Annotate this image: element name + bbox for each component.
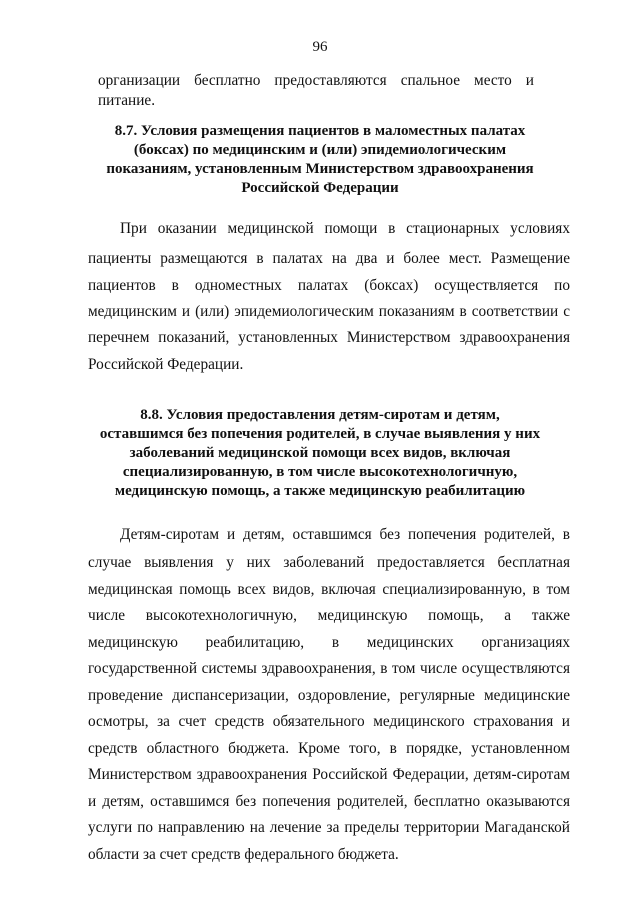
section-8-8-paragraph-line-1: Детям-сиротам и детям, оставшимся без попечения родителей, в <box>120 526 570 543</box>
section-8-8-paragraph-line-12: услуги по направлению на лечение за пределы территории Магаданской <box>88 819 570 836</box>
section-8-7-paragraph-line-3: пациентов в одноместных палатах (боксах) осуществляется по <box>88 277 570 294</box>
section-8-8-paragraph-line-10: Министерством здравоохранения Российской Федерации, детям-сиротам <box>88 766 570 783</box>
section-8-8-paragraph-line-8: осмотры, за счет средств обязательного медицинского страхования и <box>88 713 570 730</box>
section-8-8-paragraph-line-3: медицинская помощь всех видов, включая специализированную, в том <box>88 581 570 598</box>
section-8-7-paragraph-line-4: медицинским и (или) эпидемиологическим показаниям в соответствии с <box>88 303 570 320</box>
section-8-7-paragraph-line-5: перечнем показаний, установленных Министерством здравоохранения <box>88 329 570 346</box>
section-8-8-heading-line-1: 8.8. Условия предоставления детям-сиротам и детям, <box>140 407 500 423</box>
section-8-8-heading-line-4: специализированную, в том числе высокотехнологичную, <box>122 464 518 480</box>
section-8-8-heading-line-5: медицинскую помощь, а также медицинскую реабилитацию <box>114 483 526 499</box>
section-8-7-heading-line-2: (боксах) по медицинским и (или) эпидемиологическим <box>133 142 507 158</box>
section-8-8-paragraph-line-2: случае выявления у них заболеваний предоставляется бесплатная <box>88 554 570 571</box>
section-8-8-paragraph-line-6: государственной системы здравоохранения, в том числе осуществляются <box>88 660 570 677</box>
section-8-7-heading-line-4: Российской Федерации <box>241 180 399 196</box>
section-8-8-heading-line-3: заболеваний медицинской помощи всех видов, включая <box>129 445 511 461</box>
section-8-7-paragraph-line-1: При оказании медицинской помощи в стационарных условиях <box>120 220 570 237</box>
page-number: 96 <box>312 39 328 55</box>
continuation-line: организации бесплатно предоставляются спальное место и питание. <box>98 72 534 109</box>
section-8-7-paragraph-line-6: Российской Федерации. <box>88 356 244 373</box>
section-8-8-paragraph-line-11: и детям, оставшимся без попечения родителей, бесплатно оказываются <box>88 793 570 810</box>
section-8-8-paragraph-line-9: средств областного бюджета. Кроме того, в порядке, установленном <box>88 740 570 757</box>
section-8-7-paragraph-line-2: пациенты размещаются в палатах на два и более мест. Размещение <box>88 250 570 267</box>
section-8-8-paragraph-line-7: проведение диспансеризации, оздоровление, регулярные медицинские <box>88 687 570 704</box>
section-8-7-heading-line-1: 8.7. Условия размещения пациентов в маломестных палатах <box>114 123 526 139</box>
section-8-7-heading-line-3: показаниям, установленным Министерством здравоохранения <box>106 161 534 177</box>
section-8-8-paragraph-line-13: области за счет средств федерального бюджета. <box>88 846 399 863</box>
section-8-8-paragraph-line-4: числе высокотехнологичную, медицинскую помощь, а также <box>88 607 570 624</box>
section-8-8-paragraph-line-5: медицинскую реабилитацию, в медицинских организациях <box>88 634 570 651</box>
section-8-8-heading-line-2: оставшимся без попечения родителей, в случае выявления у них <box>99 426 541 442</box>
